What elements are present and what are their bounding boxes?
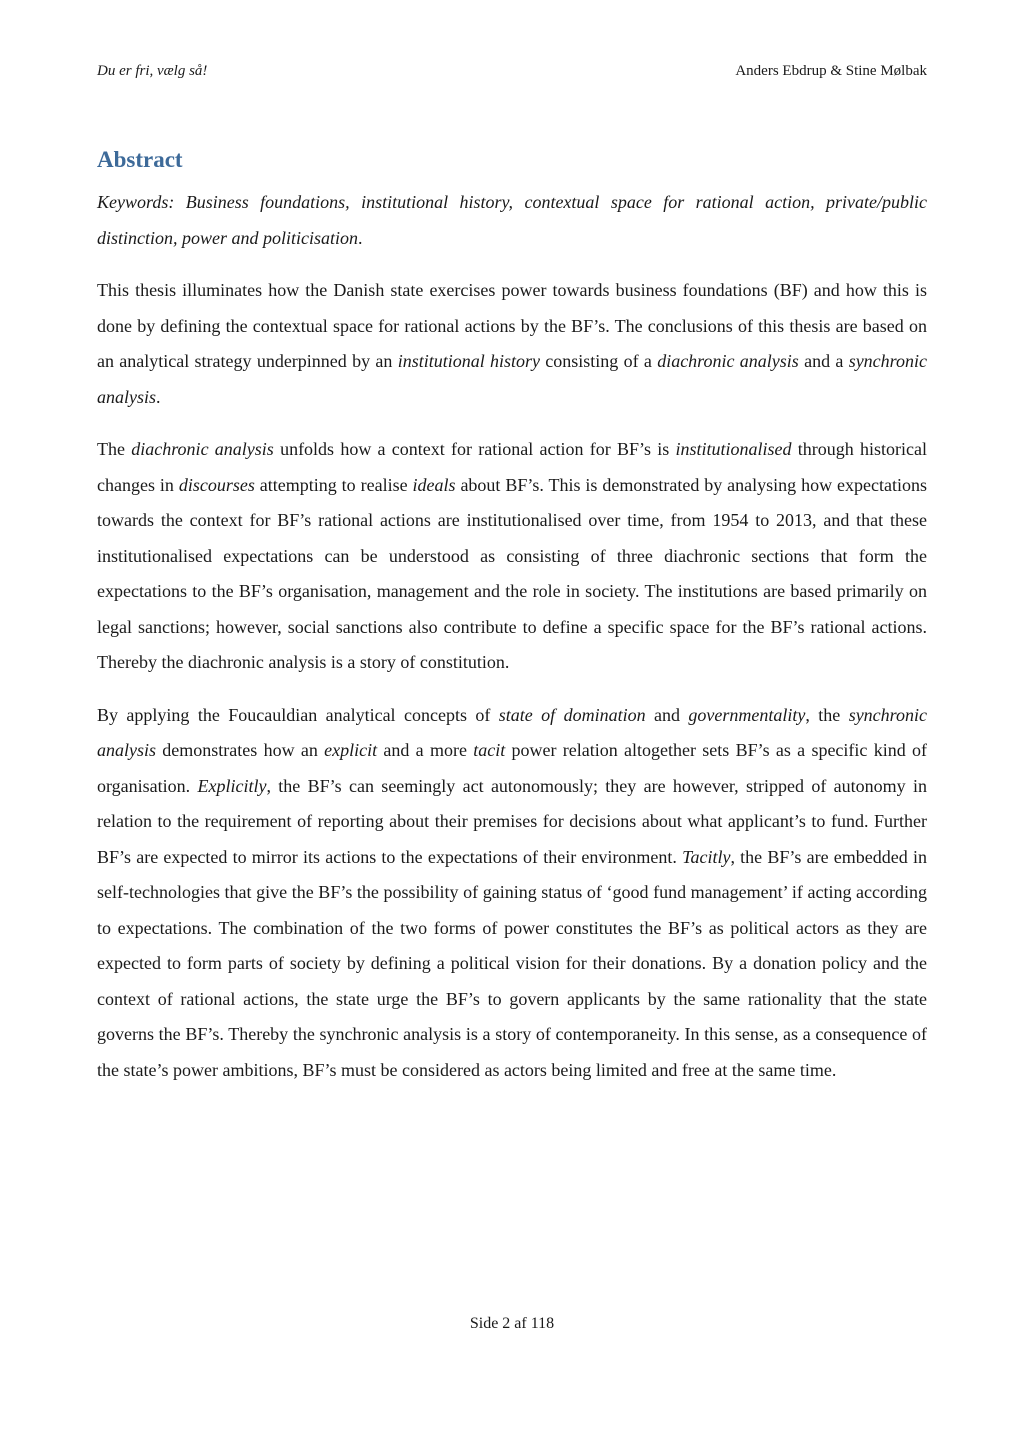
text-run: attempting to realise xyxy=(254,474,413,495)
text-run: , the BF’s can seemingly act autonomously; they are however, stripped of autonomy in relation to the requirement of reporting about their premises for decisions about what applicant’s to fund. Further BF’s are expected to mirror its actions to the expectations of their environment. xyxy=(97,775,927,867)
emphasized-term: discourses xyxy=(178,474,255,495)
emphasized-term: tacit xyxy=(473,740,506,760)
text-run: , the xyxy=(805,704,849,725)
keywords-text: Keywords: Business foundations, institutional history, contextual space for rational action, private/public distinction, power and politicisation xyxy=(97,192,927,248)
emphasized-term: synchronic analysis xyxy=(97,351,927,407)
text-run: consisting of a xyxy=(540,351,658,371)
text-run: and a xyxy=(798,351,849,371)
abstract-paragraph-2 xyxy=(97,432,927,681)
emphasized-term: diachronic analysis xyxy=(131,439,274,459)
emphasized-term: Tacitly xyxy=(682,846,731,867)
emphasized-term: explicit xyxy=(324,740,378,760)
text-run: The xyxy=(97,439,132,459)
emphasized-term: ideals xyxy=(412,474,456,495)
text-run: and a more xyxy=(377,740,474,760)
section-title: Abstract xyxy=(97,147,183,172)
abstract-paragraph-1 xyxy=(97,273,927,415)
emphasized-term: state of domination xyxy=(498,704,646,725)
keywords-paragraph: Keywords: Business foundations, institutional history, contextual space for rational action, private/public distinction, power and politicisation. xyxy=(97,192,927,248)
header-authors: Anders Ebdrup & Stine Mølbak xyxy=(735,63,927,79)
page-content xyxy=(97,143,927,1105)
emphasized-term: institutionalised xyxy=(675,439,792,459)
page-number: Side 2 af 118 xyxy=(469,1315,555,1332)
text-run: through historical changes in xyxy=(97,439,927,495)
text-run: power relation altogether sets BF’s as a specific kind of organisation. xyxy=(97,740,927,796)
running-header xyxy=(97,60,927,82)
text-run: and xyxy=(645,704,689,725)
emphasized-term: institutional history xyxy=(397,351,540,371)
text-run: about BF’s. This is demonstrated by analysing how expectations towards the context for BF’s rational actions are institutionalised over time, from 1954 to 2013, and that these institutionalised expectations can be understood as consisting of three diachronic sections that form the expectations to the BF’s organisation, management and the role in society. The institutions are based primarily on legal sanctions; however, social sanctions also contribute to define a specific space for the BF’s rational actions. Thereby the diachronic analysis is a story of constitution. xyxy=(97,474,927,672)
text-run: This thesis illuminates how the Danish state exercises power towards business foundations (BF) and how this is done by defining the contextual space for rational actions by the BF’s. The conclusions of this thesis are based on an analytical strategy underpinned by an xyxy=(97,280,927,371)
text-run: , the BF’s are embedded in self-technologies that give the BF’s the possibility of gaining status of ‘good fund management’ if acting according to expectations. The combination of the two forms of power constitutes the BF’s as political actors as they are expected to form parts of society by defining a political vision for their donations. By a donation policy and the context of rational actions, the state urge the BF’s to govern applicants by the same rationality that the state governs the BF’s. Thereby the synchronic analysis is a story of contemporaneity. In this sense, as a consequence of the state’s power ambitions, BF’s must be considered as actors being limited and free at the same time. xyxy=(97,846,927,1080)
text-run: By applying the Foucauldian analytical concepts of xyxy=(97,704,499,725)
text-run: demonstrates how an xyxy=(156,740,325,760)
emphasized-term: Explicitly xyxy=(197,775,267,796)
page-footer xyxy=(0,1313,1024,1335)
text-run: unfolds how a context for rational action for BF’s is xyxy=(273,439,676,459)
text-run: . xyxy=(156,386,161,407)
emphasized-term: governmentality xyxy=(688,704,806,725)
abstract-paragraph-3 xyxy=(97,698,927,1089)
emphasized-term: synchronic analysis xyxy=(97,704,927,760)
header-thesis-title: Du er fri, vælg så! xyxy=(97,63,208,79)
emphasized-term: diachronic analysis xyxy=(657,351,799,371)
